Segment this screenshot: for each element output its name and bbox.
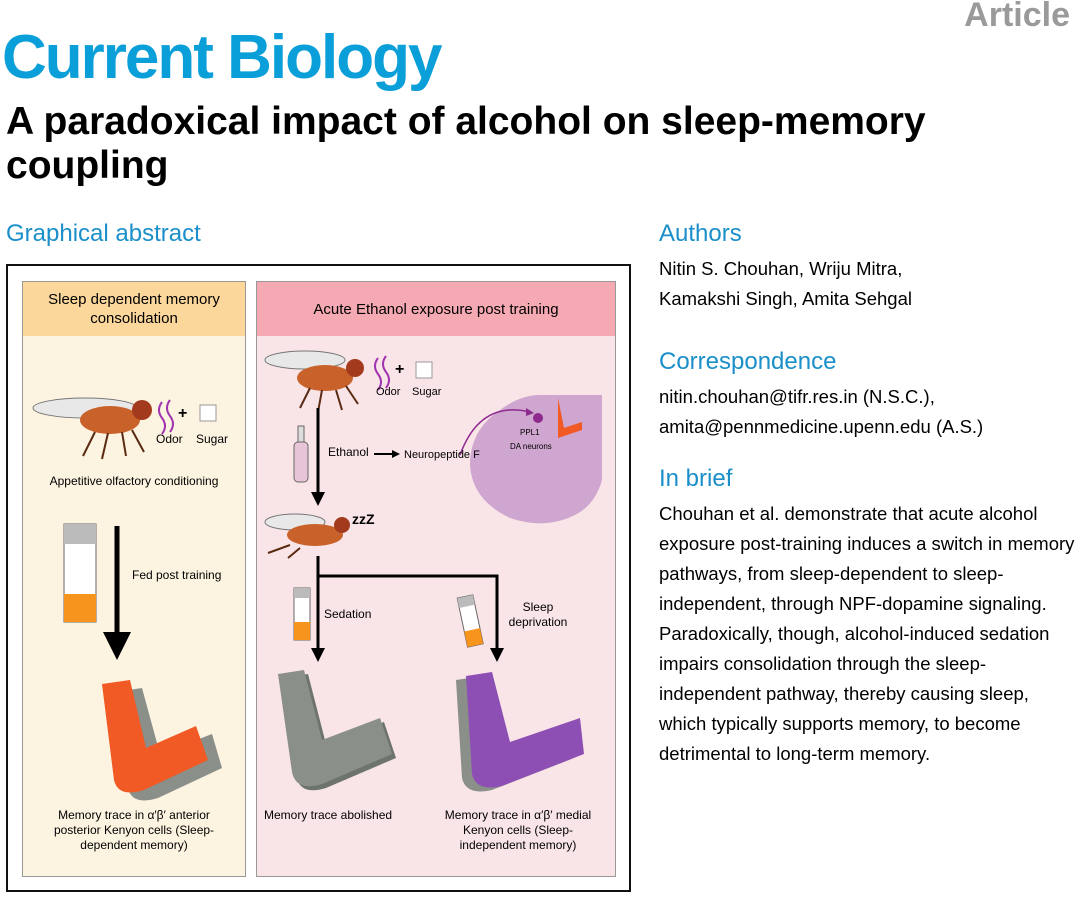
ppl1-label: PPL1	[520, 428, 540, 437]
fly-icon-left	[33, 398, 152, 459]
sedation-label: Sedation	[324, 607, 372, 621]
memory-trace-ap-label: Memory trace in α′β′ anterior posterior Kenyon cells (Sleep-dependent memory)	[53, 808, 215, 852]
sleep-deprivation-label: Sleep deprivation	[508, 600, 568, 629]
email-sehgal[interactable]: amita@pennmedicine.upenn.edu (A.S.)	[659, 416, 984, 437]
fly-icon-right-top	[265, 351, 364, 412]
arrow-npf	[392, 450, 400, 458]
arrow-fed	[103, 632, 131, 660]
sugar-cube-icon-left	[200, 405, 216, 421]
authors-heading: Authors	[659, 220, 742, 247]
vial-sleep-deprivation	[457, 595, 483, 647]
svg-text:+: +	[178, 405, 188, 422]
authors-section	[659, 220, 979, 314]
email-chouhan[interactable]: nitin.chouhan@tifr.res.in (N.S.C.),	[659, 386, 935, 407]
ppl1-neuron-icon	[533, 413, 543, 423]
right-panel-header: Acute Ethanol exposure post training	[257, 282, 615, 336]
conditioning-label: Appetitive olfactory conditioning	[49, 474, 219, 488]
article-type-label: Article	[964, 0, 1070, 34]
arrow-ethanol-down	[311, 492, 325, 506]
odor-icon-left	[159, 400, 173, 434]
da-neurons-label: DA neurons	[510, 442, 552, 451]
arrow-sleep-deprivation	[490, 648, 504, 662]
odor-label-right: Odor	[376, 386, 401, 398]
vial-ethanol	[294, 426, 308, 482]
correspondence-section	[659, 348, 983, 442]
fly-icon-sleeping	[265, 514, 350, 558]
journal-name: Current Biology	[2, 23, 441, 92]
in-brief-text: Chouhan et al. demonstrate that acute alcohol exposure post-training induces a switch in memory pathways, from sleep-dependent to sleep-independent, through NPF-dopamine signaling. Paradoxically, though, alcohol-induced sedation impairs consolidation through the sleep-independent pathway, thereby causing sleep, which typically supports memory, to become detrimental to long-term memory.	[659, 503, 1075, 764]
article-title: A paradoxical impact of alcohol on sleep-memory coupling	[6, 100, 926, 187]
odor-label-left: Odor	[156, 432, 183, 446]
sleep-zzz-label: zzZ	[352, 511, 375, 527]
graphical-abstract-heading: Graphical abstract	[6, 220, 201, 247]
memory-trace-purple	[456, 672, 584, 792]
sugar-label-right: Sugar	[412, 386, 442, 398]
in-brief-section	[659, 465, 1077, 769]
svg-text:+: +	[395, 361, 405, 378]
sugar-label-left: Sugar	[196, 432, 229, 446]
npf-label: Neuropeptide F	[404, 449, 480, 461]
correspondence-heading: Correspondence	[659, 348, 837, 375]
fed-post-training-label: Fed post training	[132, 568, 222, 582]
left-panel-header: Sleep dependent memory consolidation	[23, 282, 245, 336]
in-brief-heading: In brief	[659, 465, 733, 492]
vial-sedation	[294, 588, 310, 640]
memory-trace-orange	[102, 680, 222, 800]
memory-abolished-label: Memory trace abolished	[264, 808, 393, 822]
arrow-sedation	[311, 648, 325, 662]
authors-list: Nitin S. Chouhan, Wriju Mitra, Kamakshi Singh, Amita Sehgal	[659, 258, 912, 309]
memory-trace-medial-label: Memory trace in α′β′ medial Kenyon cells (Sleep-independent memory)	[444, 808, 592, 852]
vial-fed	[64, 524, 96, 622]
memory-trace-abolished	[278, 670, 396, 790]
sugar-cube-icon-right	[416, 362, 432, 378]
ethanol-label: Ethanol	[328, 445, 369, 459]
